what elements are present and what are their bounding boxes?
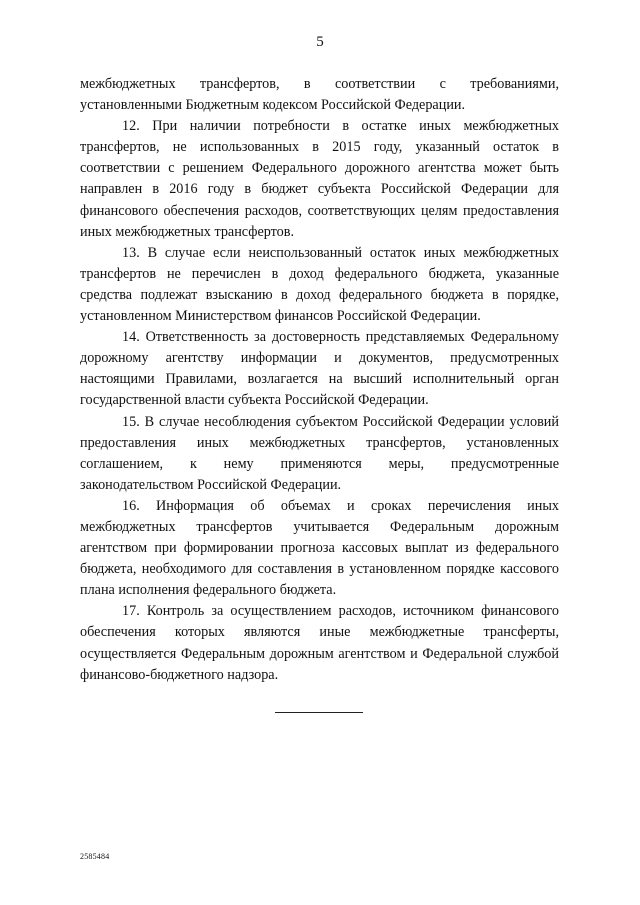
paragraph-17: 17. Контроль за осуществлением расходов, источником финансового обеспечения которых являются иные межбюджетные трансферты, осуществляется Федеральным дорожным агентством и Федеральной службой финансово-бюджетного надзора. bbox=[80, 603, 559, 683]
page-number: 5 bbox=[316, 34, 324, 50]
paragraph-15: 15. В случае несоблюдения субъектом Российской Федерации условий предоставления иных межбюджетных трансфертов, установленных соглашением, к нему применяются меры, предусмотренные законодательством Российской Федерации. bbox=[80, 413, 559, 493]
document-body bbox=[80, 74, 559, 686]
paragraph-continuation: межбюджетных трансфертов, в соответствии с требованиями, установленными Бюджетным кодексом Российской Федерации. bbox=[80, 76, 559, 114]
end-separator-line bbox=[275, 712, 363, 713]
paragraph-12: 12. При наличии потребности в остатке иных межбюджетных трансфертов, не использованных в 2015 году, указанный остаток в соответствии с решением Федерального дорожного агентства может быть направлен в 2016 году в бюджет субъекта Российской Федерации для финансового обеспечения расходов, соответствующих целям предоставления иных межбюджетных трансфертов. bbox=[80, 118, 559, 240]
paragraph-16: 16. Информация об объемах и сроках перечисления иных межбюджетных трансфертов учитывается Федеральным дорожным агентством при формировании прогноза кассовых выплат из федерального бюджета, необходимого для составления в установленном порядке кассового плана исполнения федерального бюджета. bbox=[80, 497, 559, 599]
document-code: 2585484 bbox=[80, 852, 110, 861]
paragraph-13: 13. В случае если неиспользованный остаток иных межбюджетных трансфертов не перечислен в доход федерального бюджета, указанные средства подлежат взысканию в доход федерального бюджета в порядке, установленном Министерством финансов Российской Федерации. bbox=[80, 244, 559, 325]
paragraph-14: 14. Ответственность за достоверность представляемых Федеральному дорожному агентству информации и документов, предусмотренных настоящими Правилами, возлагается на высший исполнительный орган государственной власти субъекта Российской Федерации. bbox=[80, 329, 559, 409]
